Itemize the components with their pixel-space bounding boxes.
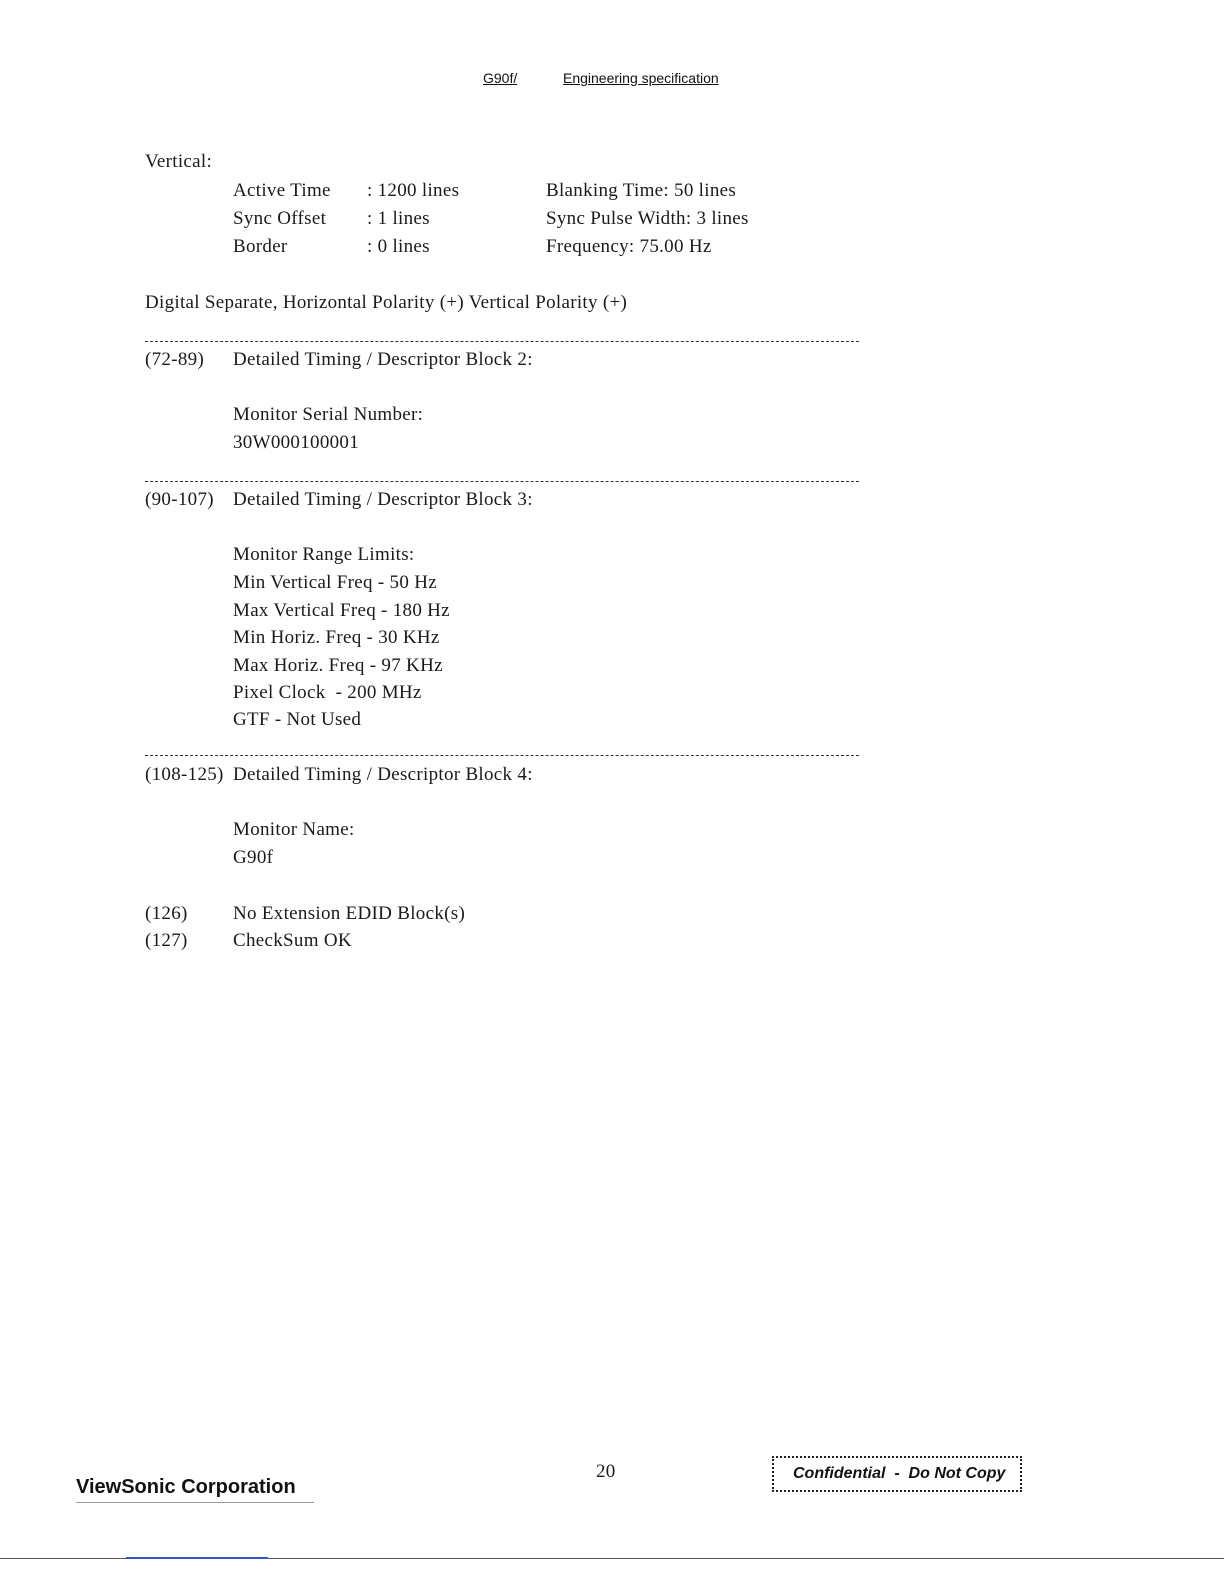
block-range: (108-125) (145, 764, 224, 785)
vertical-row-value: : 1 lines (367, 208, 430, 229)
section-divider (145, 341, 859, 342)
page-bottom-rule-accent (126, 1557, 268, 1559)
vertical-row-label: Sync Offset (233, 208, 327, 229)
tail-range: (126) (145, 903, 188, 924)
vertical-heading: Vertical: (145, 151, 213, 172)
block-line: Min Vertical Freq - 50 Hz (233, 572, 437, 593)
vertical-row-extra: Frequency: 75.00 Hz (546, 236, 712, 257)
tail-text: No Extension EDID Block(s) (233, 903, 466, 924)
block-range: (90-107) (145, 489, 214, 510)
block-line: Monitor Name: (233, 819, 355, 840)
tail-text: CheckSum OK (233, 930, 352, 951)
vertical-row-extra: Blanking Time: 50 lines (546, 180, 737, 201)
section-divider (145, 481, 859, 482)
page-number: 20 (596, 1461, 616, 1482)
header-doc-title: Engineering specification (563, 70, 719, 86)
header-model: G90f/ (483, 70, 518, 86)
block-title: Detailed Timing / Descriptor Block 3: (233, 489, 533, 510)
block-line: Pixel Clock - 200 MHz (233, 682, 422, 703)
block-title: Detailed Timing / Descriptor Block 4: (233, 764, 533, 785)
block-line: Max Horiz. Freq - 97 KHz (233, 655, 443, 676)
block-line: G90f (233, 847, 274, 868)
section-divider (145, 755, 859, 756)
polarity-text: Digital Separate, Horizontal Polarity (+) Vertical Polarity (+) (145, 292, 628, 313)
block-line: Max Vertical Freq - 180 Hz (233, 600, 450, 621)
block-line: Min Horiz. Freq - 30 KHz (233, 627, 440, 648)
block-title: Detailed Timing / Descriptor Block 2: (233, 349, 533, 370)
vertical-row-extra: Sync Pulse Width: 3 lines (546, 208, 749, 229)
block-line: Monitor Range Limits: (233, 544, 415, 565)
block-line: 30W000100001 (233, 432, 360, 453)
vertical-row-value: : 0 lines (367, 236, 430, 257)
vertical-row-label: Active Time (233, 180, 331, 201)
block-line: GTF - Not Used (233, 709, 362, 730)
vertical-row-value: : 1200 lines (367, 180, 460, 201)
block-line: Monitor Serial Number: (233, 404, 424, 425)
tail-range: (127) (145, 930, 188, 951)
block-range: (72-89) (145, 349, 205, 370)
confidential-label: Confidential - Do Not Copy (793, 1465, 1006, 1482)
footer-company-underline (76, 1502, 314, 1503)
footer-company: ViewSonic Corporation (76, 1476, 296, 1498)
vertical-row-label: Border (233, 236, 288, 257)
